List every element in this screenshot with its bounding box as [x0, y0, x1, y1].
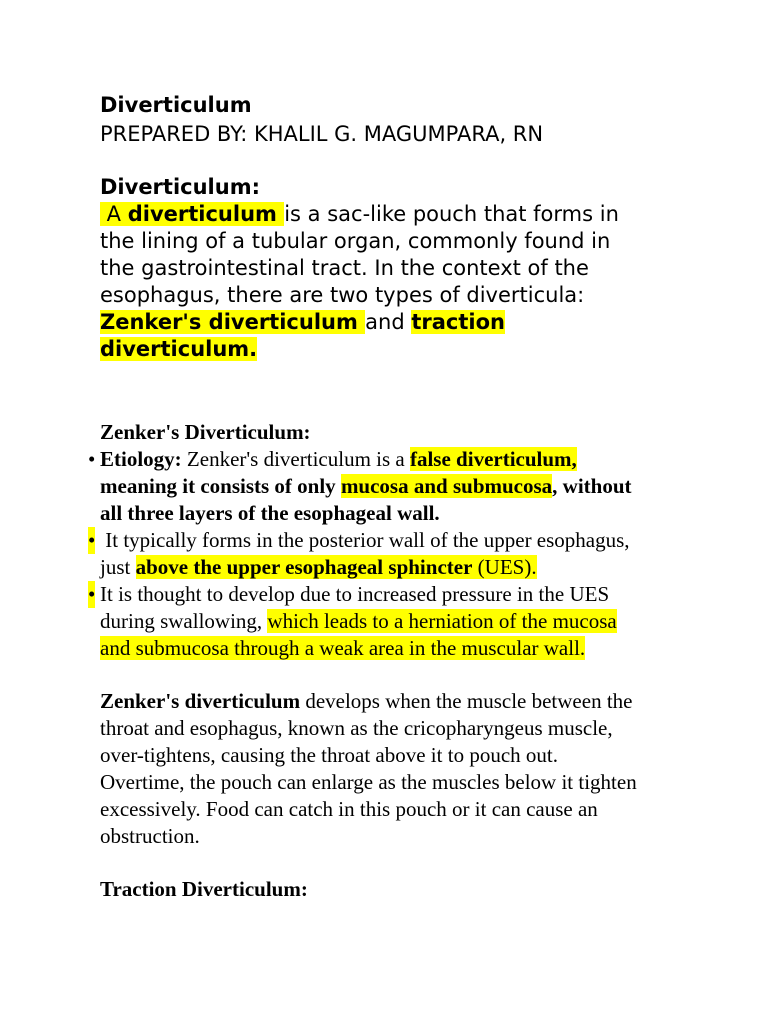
mechanism-text: It is thought to develop due to increased pressure in the UES — [100, 582, 610, 606]
paragraph-line: throat and esophagus, known as the cricopharyngeus muscle, — [100, 716, 613, 740]
intro-pre: A — [100, 202, 128, 226]
etiology-text: Zenker's diverticulum is a — [181, 447, 410, 471]
term-diverticulum: diverticulum — [127, 202, 285, 226]
etiology-meaning: meaning it consists of only — [100, 474, 341, 498]
herniation-highlight-cont: and submucosa through a weak area in the muscular wall. — [100, 636, 586, 660]
paragraph-text: develops when the muscle between the — [300, 689, 633, 713]
document-title: Diverticulum — [100, 93, 252, 117]
author-byline: PREPARED BY: KHALIL G. MAGUMPARA, RN — [100, 122, 544, 146]
intro-line — [100, 201, 700, 228]
location-text: It typically forms in the posterior wall of the upper esophagus, — [100, 528, 630, 552]
intro-line: the gastrointestinal tract. In the context of the — [100, 256, 589, 280]
paragraph-line: excessively. Food can catch in this pouch or it can cause an — [100, 797, 598, 821]
zenker-term: Zenker's diverticulum — [100, 689, 301, 713]
intro-text: is a sac-like pouch that forms in — [284, 202, 619, 226]
false-diverticulum-highlight: false diverticulum, — [409, 447, 577, 471]
etiology-tail: , without — [552, 474, 632, 498]
location-pre: just — [100, 555, 136, 579]
bullet-icon: • — [88, 582, 96, 606]
ues-abbr: (UES). — [472, 555, 537, 579]
intro-line: the lining of a tubular organ, commonly found in — [100, 229, 611, 253]
ues-highlight: above the upper esophageal sphincter — [135, 555, 473, 579]
intro-and: and — [365, 310, 412, 334]
zenker-description-paragraph — [100, 688, 700, 850]
etiology-layers: all three layers of the esophageal wall. — [100, 501, 440, 525]
intro-line — [100, 309, 700, 336]
etiology-label: Etiology: — [100, 447, 182, 471]
paragraph-line: Overtime, the pouch can enlarge as the muscles below it tighten — [100, 770, 637, 794]
bullet-mechanism — [88, 581, 708, 662]
bullet-location — [88, 527, 708, 581]
term-zenkers: Zenker's diverticulum — [100, 310, 366, 334]
bullet-icon: • — [88, 528, 96, 552]
paragraph-line: over-tightens, causing the throat above it to pouch out. — [100, 743, 558, 767]
section-heading-zenkers: Zenker's Diverticulum: — [100, 420, 311, 444]
intro-line: esophagus, there are two types of diverticula: — [100, 283, 585, 307]
intro-paragraph — [100, 201, 700, 363]
mucosa-highlight: mucosa and submucosa — [340, 474, 553, 498]
zenker-bullet-list — [88, 446, 708, 662]
mechanism-pre: during swallowing, — [100, 609, 268, 633]
section-heading-diverticulum: Diverticulum: — [100, 175, 260, 199]
paragraph-line: obstruction. — [100, 824, 200, 848]
section-heading-traction: Traction Diverticulum: — [100, 877, 308, 901]
bullet-icon: • — [88, 447, 96, 471]
intro-line — [100, 336, 700, 363]
term-traction-cont: diverticulum. — [100, 337, 258, 361]
herniation-highlight: which leads to a herniation of the mucosa — [267, 609, 617, 633]
term-traction: traction — [411, 310, 505, 334]
bullet-etiology — [88, 446, 708, 527]
